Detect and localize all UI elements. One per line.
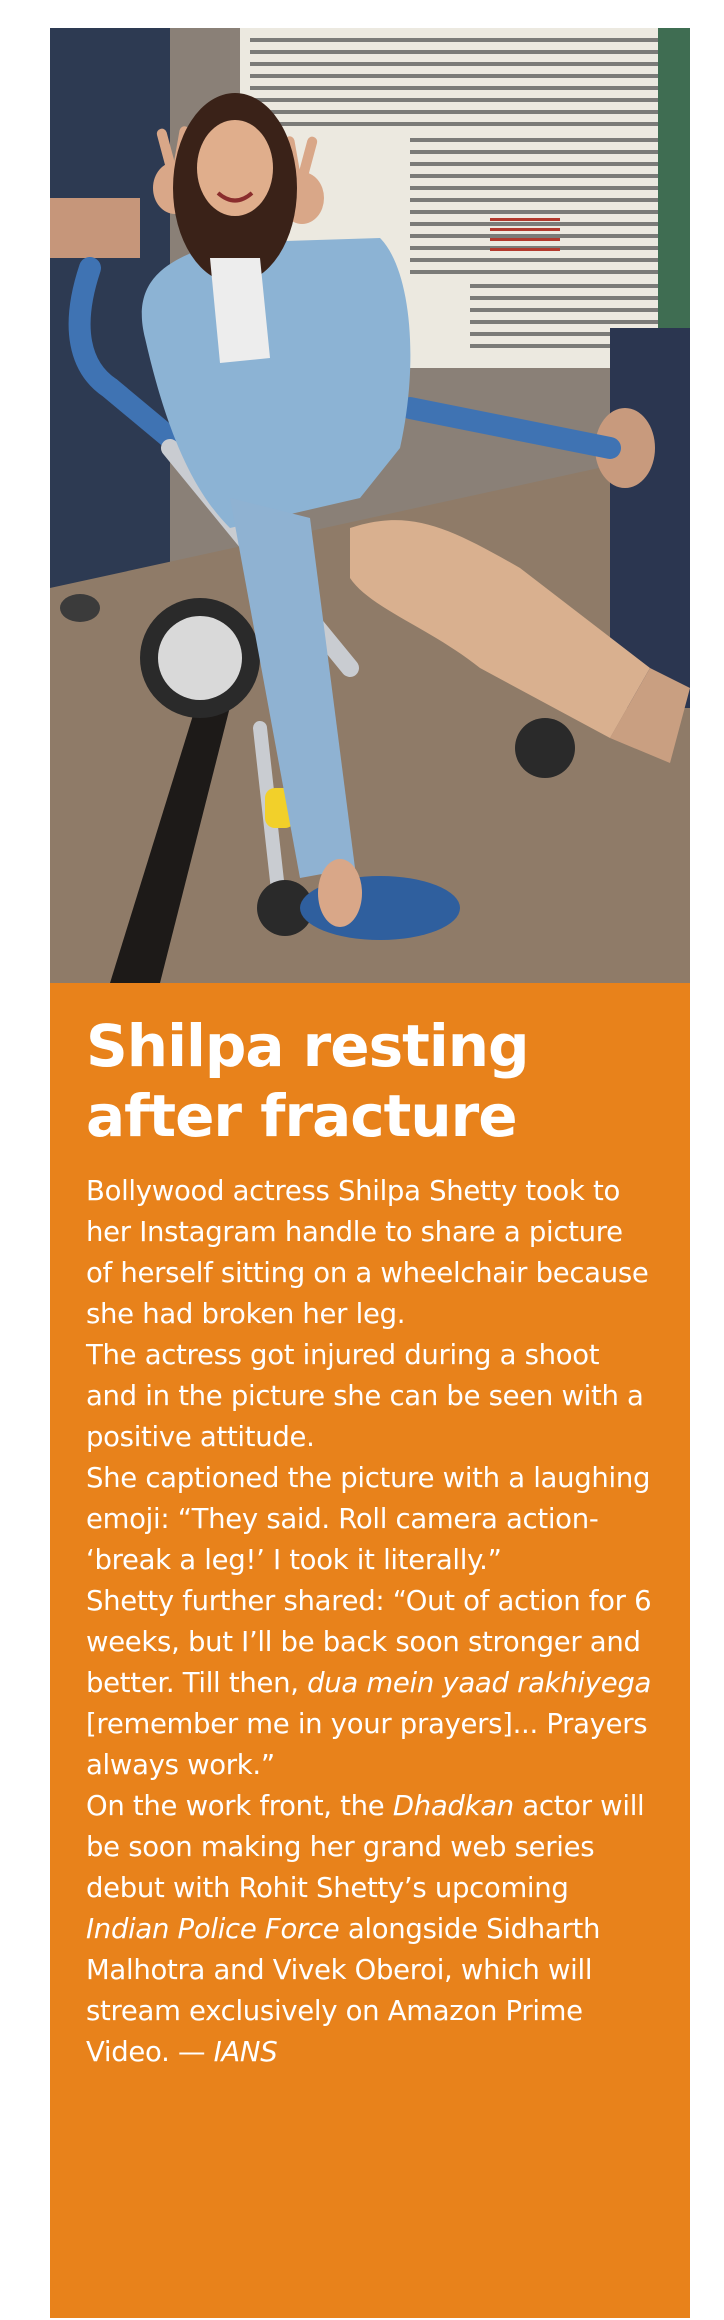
paragraph-3: She captioned the picture with a laughing emoji: “They said. Roll camera action- ‘break a leg!’ I took it literally.” (86, 1462, 651, 1576)
paragraph-1: Bollywood actress Shilpa Shetty took to her Instagram handle to share a picture of herself sitting on a wheelchair because she had broken her leg. (86, 1175, 649, 1330)
article-photo (50, 28, 690, 983)
source-credit: IANS (213, 2036, 278, 2068)
article-body (86, 1171, 654, 2073)
headline-line-2: after fracture (86, 1082, 517, 1150)
paragraph-4 (86, 1581, 654, 1786)
paragraph-4-text-b: [remember me in your prayers]... Prayers always work.” (86, 1708, 648, 1781)
paragraph-4-italic: dua mein yaad rakhiyega (307, 1667, 652, 1699)
paragraph-5-text-a: On the work front, the (86, 1790, 393, 1822)
paragraph-5-text-c: alongside Sidharth Malhotra and Vivek Oberoi, which will stream exclusively on Amazon Prime Video. — (86, 1913, 601, 2068)
paragraph-5-italic-film: Dhadkan (392, 1790, 514, 1822)
headline (86, 1011, 654, 1151)
caption-box (50, 983, 690, 2318)
paragraph-5-italic-series: Indian Police Force (86, 1913, 340, 1945)
paragraph-2: The actress got injured during a shoot and in the picture she can be seen with a positive attitude. (86, 1339, 644, 1453)
paragraph-5 (86, 1786, 654, 2073)
paragraph-5-text-b: actor will be soon making her grand web series debut with Rohit Shetty’s upcoming (86, 1790, 645, 1904)
headline-line-1: Shilpa resting (86, 1012, 529, 1080)
paragraph-4-text-a: Shetty further shared: “Out of action for 6 weeks, but I’ll be back soon stronger and better. Till then, (86, 1585, 652, 1699)
photo-illustration (50, 28, 690, 983)
news-article (50, 28, 690, 2318)
